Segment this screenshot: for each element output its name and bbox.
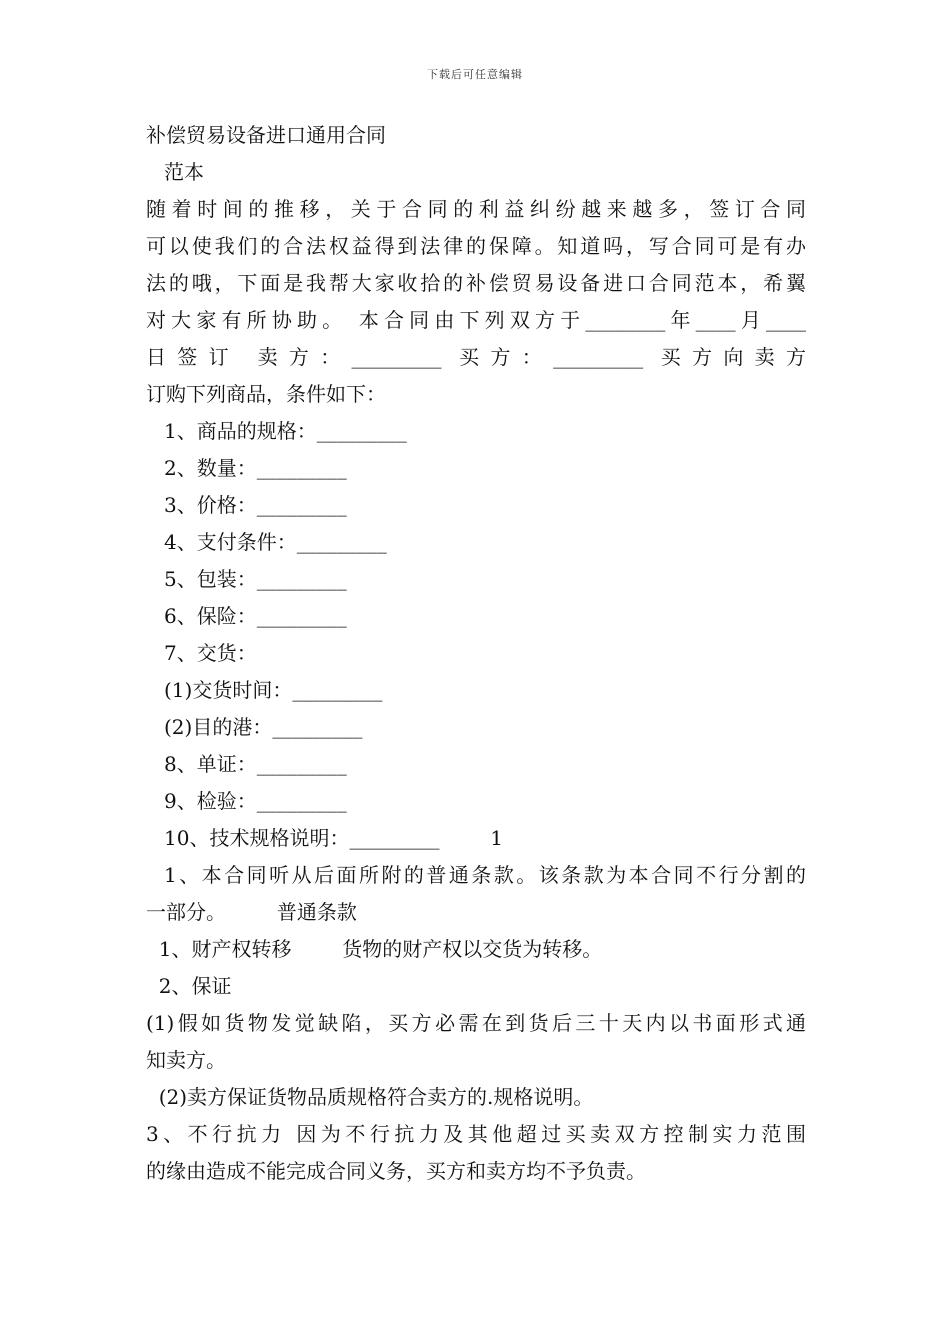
terms-line-6: 知卖方。	[146, 1048, 226, 1072]
terms-line-5: (1)假如货物发觉缺陷，买方必需在到货后三十天内以书面形式通	[146, 1011, 806, 1035]
document-title: 补偿贸易设备进口通用合同	[146, 123, 386, 147]
terms-line-3: 1、财产权转移 货物的财产权以交货为转移。	[146, 937, 603, 961]
intro-line-2: 可以使我们的合法权益得到法律的保障。知道吗，写合同可是有办	[146, 234, 806, 258]
terms-line-1: 1、本合同听从后面所附的普通条款。该条款为本合同不行分割的	[164, 863, 806, 887]
terms-line-8: 3、不行抗力 因为不行抗力及其他超过买卖双方控制实力范围	[146, 1122, 806, 1146]
item-price: 3、价格：_________	[164, 493, 347, 517]
terms-line-4: 2、保证	[146, 974, 232, 998]
intro-line-5: 日签订 卖方：_________ 买方：_________ 买方向卖方	[146, 345, 806, 369]
terms-line-9: 的缘由造成不能完成合同义务，买方和卖方均不予负责。	[146, 1159, 646, 1183]
item-destination-port: (2)目的港：_________	[164, 715, 363, 739]
item-spec: 1、商品的规格：_________	[164, 419, 407, 443]
document-subtitle: 范本	[164, 160, 204, 184]
item-delivery-time: (1)交货时间：_________	[164, 678, 383, 702]
intro-line-3: 法的哦，下面是我帮大家收拾的补偿贸易设备进口合同范本，希翼	[146, 271, 806, 295]
item-documents: 8、单证：_________	[164, 752, 347, 776]
terms-line-2: 一部分。 普通条款	[146, 900, 357, 924]
document-body	[146, 117, 806, 1190]
intro-line-6: 订购下列商品，条件如下：	[146, 382, 386, 406]
intro-line-4: 对大家有所协助。 本合同由下列双方于________年____月____	[146, 308, 806, 332]
item-packaging: 5、包装：_________	[164, 567, 347, 591]
item-quantity: 2、数量：_________	[164, 456, 347, 480]
intro-line-1: 随着时间的推移，关于合同的利益纠纷越来越多，签订合同	[146, 197, 806, 221]
item-tech-spec: 10、技术规格说明：_________ 1	[164, 826, 504, 850]
item-delivery: 7、交货：	[164, 641, 257, 665]
item-payment: 4、支付条件：_________	[164, 530, 387, 554]
item-inspection: 9、检验：_________	[164, 789, 347, 813]
item-insurance: 6、保险：_________	[164, 604, 347, 628]
terms-line-7: (2)卖方保证货物品质规格符合卖方的.规格说明。	[146, 1085, 594, 1109]
page-header: 下载后可任意编辑	[427, 68, 523, 81]
